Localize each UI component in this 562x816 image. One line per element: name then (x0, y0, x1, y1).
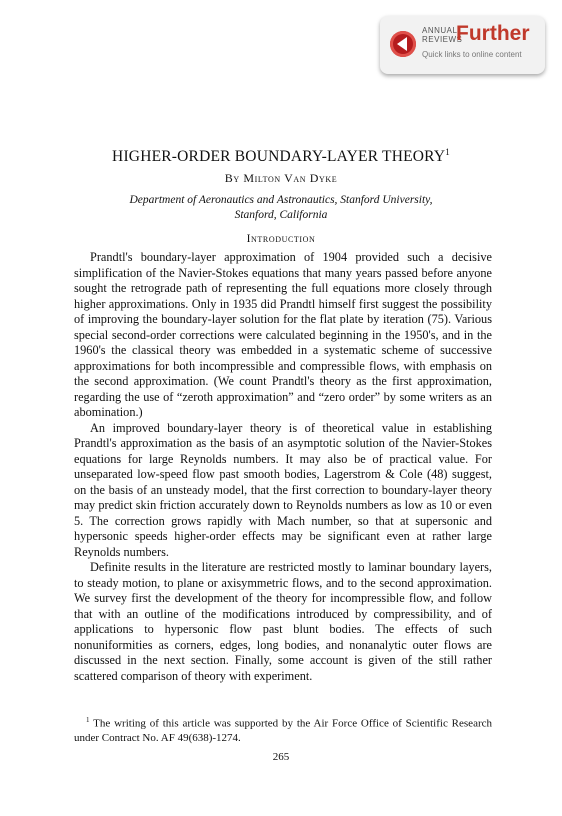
article-title (0, 147, 562, 166)
affiliation (0, 193, 562, 223)
paragraph-2: An improved boundary-layer theory is of theoretical value in establishing Prandtl's approximation as the basis of an asymptotic solution of the Navier-Stokes equations for large Reynolds numbers. It may also be of practical value. For unseparated low-speed flow past smooth bodies, Lagerstrom & Cole (48) suggest, on the basis of an unsteady model, that the first correction to boundary-layer theory may predict skin friction accurately down to Reynolds numbers as low as 10 or even 5. The correction grows rapidly with Mach number, so that at supersonic and hypersonic speeds higher-order effects may be significant even at rather large Reynolds numbers. (74, 420, 492, 559)
annual-reviews-further-badge[interactable] (380, 16, 545, 74)
annual-text: ANNUAL (422, 26, 458, 35)
reviews-text: REVIEWS (422, 35, 463, 44)
footnote-text-wrapper (74, 713, 492, 745)
footnote-mark: 1 (86, 716, 90, 724)
section-heading: Introduction (246, 233, 316, 245)
author-line: By Milton Van Dyke (224, 171, 338, 185)
article-body (74, 250, 492, 684)
footnote-text: The writing of this article was supported by the Air Force Office of Scientific Research under Contract No. AF 49(638)-1274. (74, 717, 492, 744)
back-arrow-icon (390, 31, 416, 57)
title-text: HIGHER-ORDER BOUNDARY-LAYER THEORY (112, 148, 446, 166)
paragraph-3: Definite results in the literature are restricted mostly to laminar boundary layers, to steady motion, to plane or axisymmetric flows, and to the second approximation. We survey first the development of the theory for incompressible flow, and follow that with an outline of the modifications introduced by compressibility, and of applications to hypersonic flow past blunt bodies. The effects of such nonuniformities as corners, edges, long bodies, and nonanalytic outer flows are discussed in the next section. Finally, some account is given of the still rather scattered comparison of theory with experiment. (74, 560, 492, 683)
affiliation-line-2: Stanford, California (234, 209, 328, 221)
arrow-shape (397, 37, 407, 51)
title-footnote-mark: 1 (445, 147, 450, 157)
quick-links-text: Quick links to online content (422, 50, 522, 59)
further-text: Further (456, 22, 530, 45)
paragraph-1: Prandtl's boundary-layer approximation of 1904 provided such a decisive simplification of the Navier-Stokes equations that many years passed before anyone sought the retrograde path of representing the full equations more closely through higher approximations. Only in 1935 did Prandtl himself first suggest the possibility of improving the boundary-layer solution for the flat plate by iteration (75). Various special second-order corrections were calculated beginning in the 1950's, and in the 1960's the classical theory was embedded in a systematic scheme of successive approximations for both incompressible and compressible flows, with emphasis on the second approximation. (We count Prandtl's theory as the first approximation, regarding the use of “zeroth approximation” and “zero order” by some writers as an abomination.) (74, 250, 492, 419)
footnote (74, 713, 492, 745)
affiliation-line-1: Department of Aeronautics and Astronautics, Stanford University, (129, 194, 433, 206)
page-number: 265 (272, 751, 290, 763)
